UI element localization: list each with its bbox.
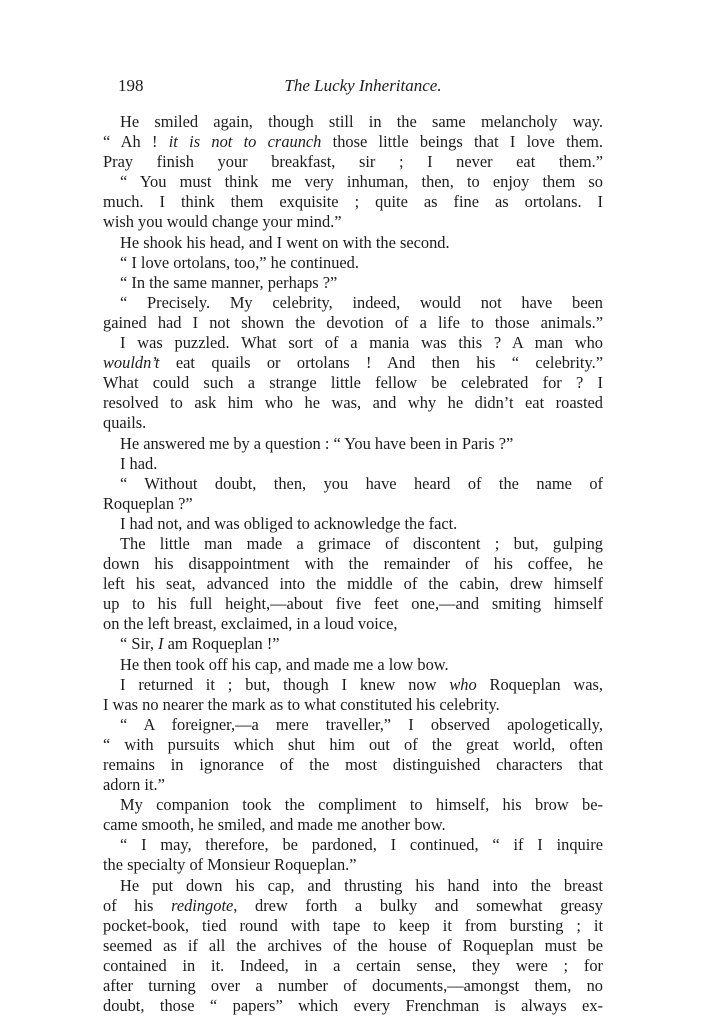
text-line [103, 112, 603, 132]
text-segment: remains in ignorance of the most distinguished characters that [103, 755, 603, 774]
text-segment: down his disappointment with the remainder of his coffee, he [103, 554, 603, 574]
text-line [103, 353, 603, 373]
text-segment: I had not, and was obliged to acknowledge the fact. [120, 513, 458, 533]
text-segment: came smooth, he smiled, and made me another bow. [103, 815, 446, 835]
text-segment: “ I love ortolans, too,” he continued. [120, 252, 359, 272]
text-segment: the specialty of Monsieur Roqueplan.” [103, 855, 357, 875]
text-line [103, 815, 603, 835]
text-segment: Roqueplan ?” [103, 493, 193, 513]
italic-text: redingote [171, 895, 234, 915]
text-line [103, 474, 603, 494]
text-segment: after turning over a number of documents,—amongst them, no [103, 976, 603, 996]
text-segment: “ I may, therefore, be pardoned, I continued, “ if I inquire [120, 835, 603, 855]
text-line [103, 996, 603, 1016]
text-line [103, 916, 603, 936]
page-header [118, 76, 608, 100]
text-line [103, 675, 603, 695]
text-line [103, 795, 603, 815]
text-segment: He shook his head, and I went on with the second. [120, 232, 450, 252]
text-segment: contained in it. Indeed, in a certain sense, they were ; for [103, 955, 603, 975]
text-line [103, 976, 603, 996]
text-segment: “ Ah ! [103, 132, 169, 152]
text-segment: “ Precisely. My celebrity, indeed, would not have been [120, 292, 603, 312]
text-segment: “ Sir, [120, 634, 159, 654]
text-segment: gained had I not shown the devotion of a life to those animals.” [103, 312, 603, 332]
text-line [103, 755, 603, 775]
text-segment: pocket-book, tied round with tape to keep it from bursting ; it [103, 915, 603, 935]
text-line [103, 132, 603, 152]
italic-text: I [158, 634, 164, 654]
text-segment: He then took off his cap, and made me a low bow. [120, 654, 449, 674]
text-segment: “ In the same manner, perhaps ?” [120, 272, 338, 292]
body-text [103, 112, 603, 1016]
text-line [103, 936, 603, 956]
text-segment: I was no nearer the mark as to what constituted his celebrity. [103, 694, 500, 714]
text-segment: resolved to ask him who he was, and why he didn’t eat roasted [103, 393, 603, 413]
text-segment: wish you would change your mind.” [103, 212, 342, 232]
text-line [103, 855, 603, 875]
text-line [103, 454, 603, 474]
text-segment: My companion took the compliment to himself, his brow be- [120, 795, 603, 815]
text-line [103, 594, 603, 614]
text-line [103, 393, 603, 413]
text-segment: doubt, those “ papers” which every Frenchman is always ex- [103, 996, 603, 1016]
text-segment: “ with pursuits which shut him out of the great world, often [103, 734, 603, 754]
text-line [103, 634, 603, 654]
text-segment: of his [103, 895, 172, 915]
text-line [103, 253, 603, 273]
text-segment: seemed as if all the archives of the house of Roqueplan must be [103, 935, 603, 955]
text-segment: those little beings that I love them. [321, 132, 603, 152]
text-line [103, 313, 603, 333]
text-line [103, 172, 603, 192]
text-segment: He smiled again, though still in the same melancholy way. [120, 112, 603, 131]
text-segment: eat quails or ortolans ! And then his “ celebrity.” [159, 353, 603, 373]
text-line [103, 775, 603, 795]
text-segment: What could such a strange little fellow be celebrated for ? I [103, 373, 603, 393]
text-line [103, 896, 603, 916]
text-segment: am Roqueplan !” [163, 634, 280, 654]
text-line [103, 434, 603, 454]
text-line [103, 876, 603, 896]
text-line [103, 735, 603, 755]
text-line [103, 152, 603, 172]
text-segment: I was puzzled. What sort of a mania was this ? A man who [120, 333, 603, 353]
text-segment: “ You must think me very inhuman, then, to enjoy them so [120, 172, 603, 192]
text-segment: quails. [103, 413, 147, 433]
text-line [103, 534, 603, 554]
text-line [103, 273, 603, 293]
text-segment: Pray finish your breakfast, sir ; I never eat them.” [103, 152, 603, 172]
text-line [103, 233, 603, 253]
text-line [103, 835, 603, 855]
text-line [103, 333, 603, 353]
text-line [103, 293, 603, 313]
text-line [103, 373, 603, 393]
text-segment: much. I think them exquisite ; quite as fine as ortolans. I [103, 192, 603, 212]
italic-text: who [449, 674, 477, 694]
text-segment: adorn it.” [103, 775, 165, 795]
text-line [103, 413, 603, 433]
text-segment: left his seat, advanced into the middle of the cabin, drew himself [103, 574, 603, 594]
text-line [103, 956, 603, 976]
page-number: 198 [118, 76, 144, 95]
text-line [103, 695, 603, 715]
italic-text: it is not to craunch [168, 132, 322, 152]
text-line [103, 514, 603, 534]
text-line [103, 574, 603, 594]
text-segment: on the left breast, exclaimed, in a loud voice, [103, 614, 398, 634]
text-segment: “ A foreigner,—a mere traveller,” I observed apologetically, [120, 714, 603, 734]
text-segment: He put down his cap, and thrusting his hand into the breast [120, 875, 603, 895]
italic-text: wouldn’t [103, 353, 160, 373]
text-line [103, 212, 603, 232]
text-line [103, 655, 603, 675]
text-line [103, 192, 603, 212]
text-line [103, 494, 603, 514]
running-title: The Lucky Inheritance. [284, 76, 442, 95]
text-segment: Roqueplan was, [476, 674, 603, 694]
text-segment: up to his full height,—about five feet one,—and smiting himself [103, 594, 603, 614]
text-segment: I returned it ; but, though I knew now [120, 674, 450, 694]
text-line [103, 554, 603, 574]
text-segment: He answered me by a question : “ You have been in Paris ?” [120, 433, 514, 453]
text-segment: The little man made a grimace of discontent ; but, gulping [120, 533, 603, 553]
text-segment: “ Without doubt, then, you have heard of the name of [120, 473, 603, 493]
text-line [103, 715, 603, 735]
text-segment: , drew forth a bulky and somewhat greasy [233, 895, 603, 915]
text-line [103, 614, 603, 634]
text-segment: I had. [120, 453, 158, 473]
